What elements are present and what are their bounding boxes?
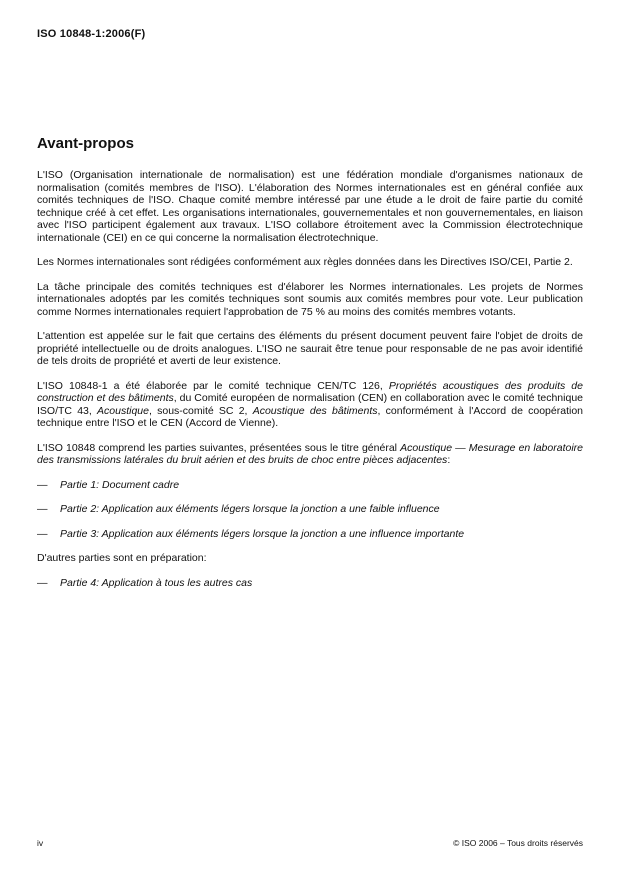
dash-marker: — xyxy=(37,503,48,515)
list-item xyxy=(37,577,583,590)
list-item xyxy=(37,528,583,541)
paragraph: L'ISO 10848 comprend les parties suivantes, présentées sous le titre général Acoustique — Mesurage en laboratoire des transmissions latérales du bruit aérien et des bruits de choc entre pièces adjacentes: xyxy=(37,441,583,466)
dash-marker: — xyxy=(37,527,48,540)
list-item-text: Partie 4: Application à tous les autres cas xyxy=(60,576,253,589)
dash-marker: — xyxy=(37,478,48,491)
list-item xyxy=(37,479,583,492)
footer-page-number: iv xyxy=(37,838,44,848)
paragraph: L'ISO (Organisation internationale de normalisation) est une fédération mondiale d'organismes nationaux de normalisation (comités membres de l'ISO). L'élaboration des Normes internationales est en général confiée aux comités techniques de l'ISO. Chaque comité membre intéressé par une étude a le droit de faire partie du comité technique créé à cet effet. Les organisations internationales, gouvernementales et non gouvernementales, en liaison avec l'ISO participent également aux travaux. L'ISO collabore étroitement avec la Commission électrotechnique internationale (CEI) en ce qui concerne la normalisation électrotechnique. xyxy=(37,169,583,244)
footer-copyright: © ISO 2006 – Tous droits réservés xyxy=(453,838,583,848)
page-content xyxy=(37,28,583,601)
list-item-text: Partie 1: Document cadre xyxy=(60,478,180,491)
list-item xyxy=(37,503,583,516)
list-item-text: Partie 2: Application aux éléments légers lorsque la jonction a une faible influence xyxy=(60,503,440,515)
list-item-text: Partie 3: Application aux éléments légers lorsque la jonction a une influence importante xyxy=(60,527,465,540)
paragraph: L'attention est appelée sur le fait que certains des éléments du présent document peuvent faire l'objet de droits de propriété intellectuelle ou de droits analogues. L'ISO ne saurait être tenue pour responsable de ne pas avoir identifié de tels droits de propriété et averti de leur existence. xyxy=(37,330,583,367)
dash-marker: — xyxy=(37,576,48,589)
page-title: Avant-propos xyxy=(37,135,134,152)
paragraph: L'ISO 10848-1 a été élaborée par le comité technique CEN/TC 126, Propriétés acoustiques des produits de construction et des bâtiments, du Comité européen de normalisation (CEN) en collaboration avec le comité technique ISO/TC 43, Acoustique, sous-comité SC 2, Acoustique des bâtiments, conformément à l'Accord de coopération technique entre l'ISO et le CEN (Accord de Vienne). xyxy=(37,379,584,429)
document-reference-header: ISO 10848-1:2006(F) xyxy=(37,28,146,40)
page-footer xyxy=(37,838,583,848)
document-body xyxy=(37,169,583,589)
paragraph: D'autres parties sont en préparation: xyxy=(37,552,207,564)
paragraph: Les Normes internationales sont rédigées conformément aux règles données dans les Directives ISO/CEI, Partie 2. xyxy=(37,256,573,268)
paragraph: La tâche principale des comités techniques est d'élaborer les Normes internationales. Les projets de Normes internationales adoptés par les comités techniques sont soumis aux comités membres pour vote. Leur publication comme Normes internationales requiert l'approbation de 75 % au moins des comités membres votants. xyxy=(37,280,583,318)
